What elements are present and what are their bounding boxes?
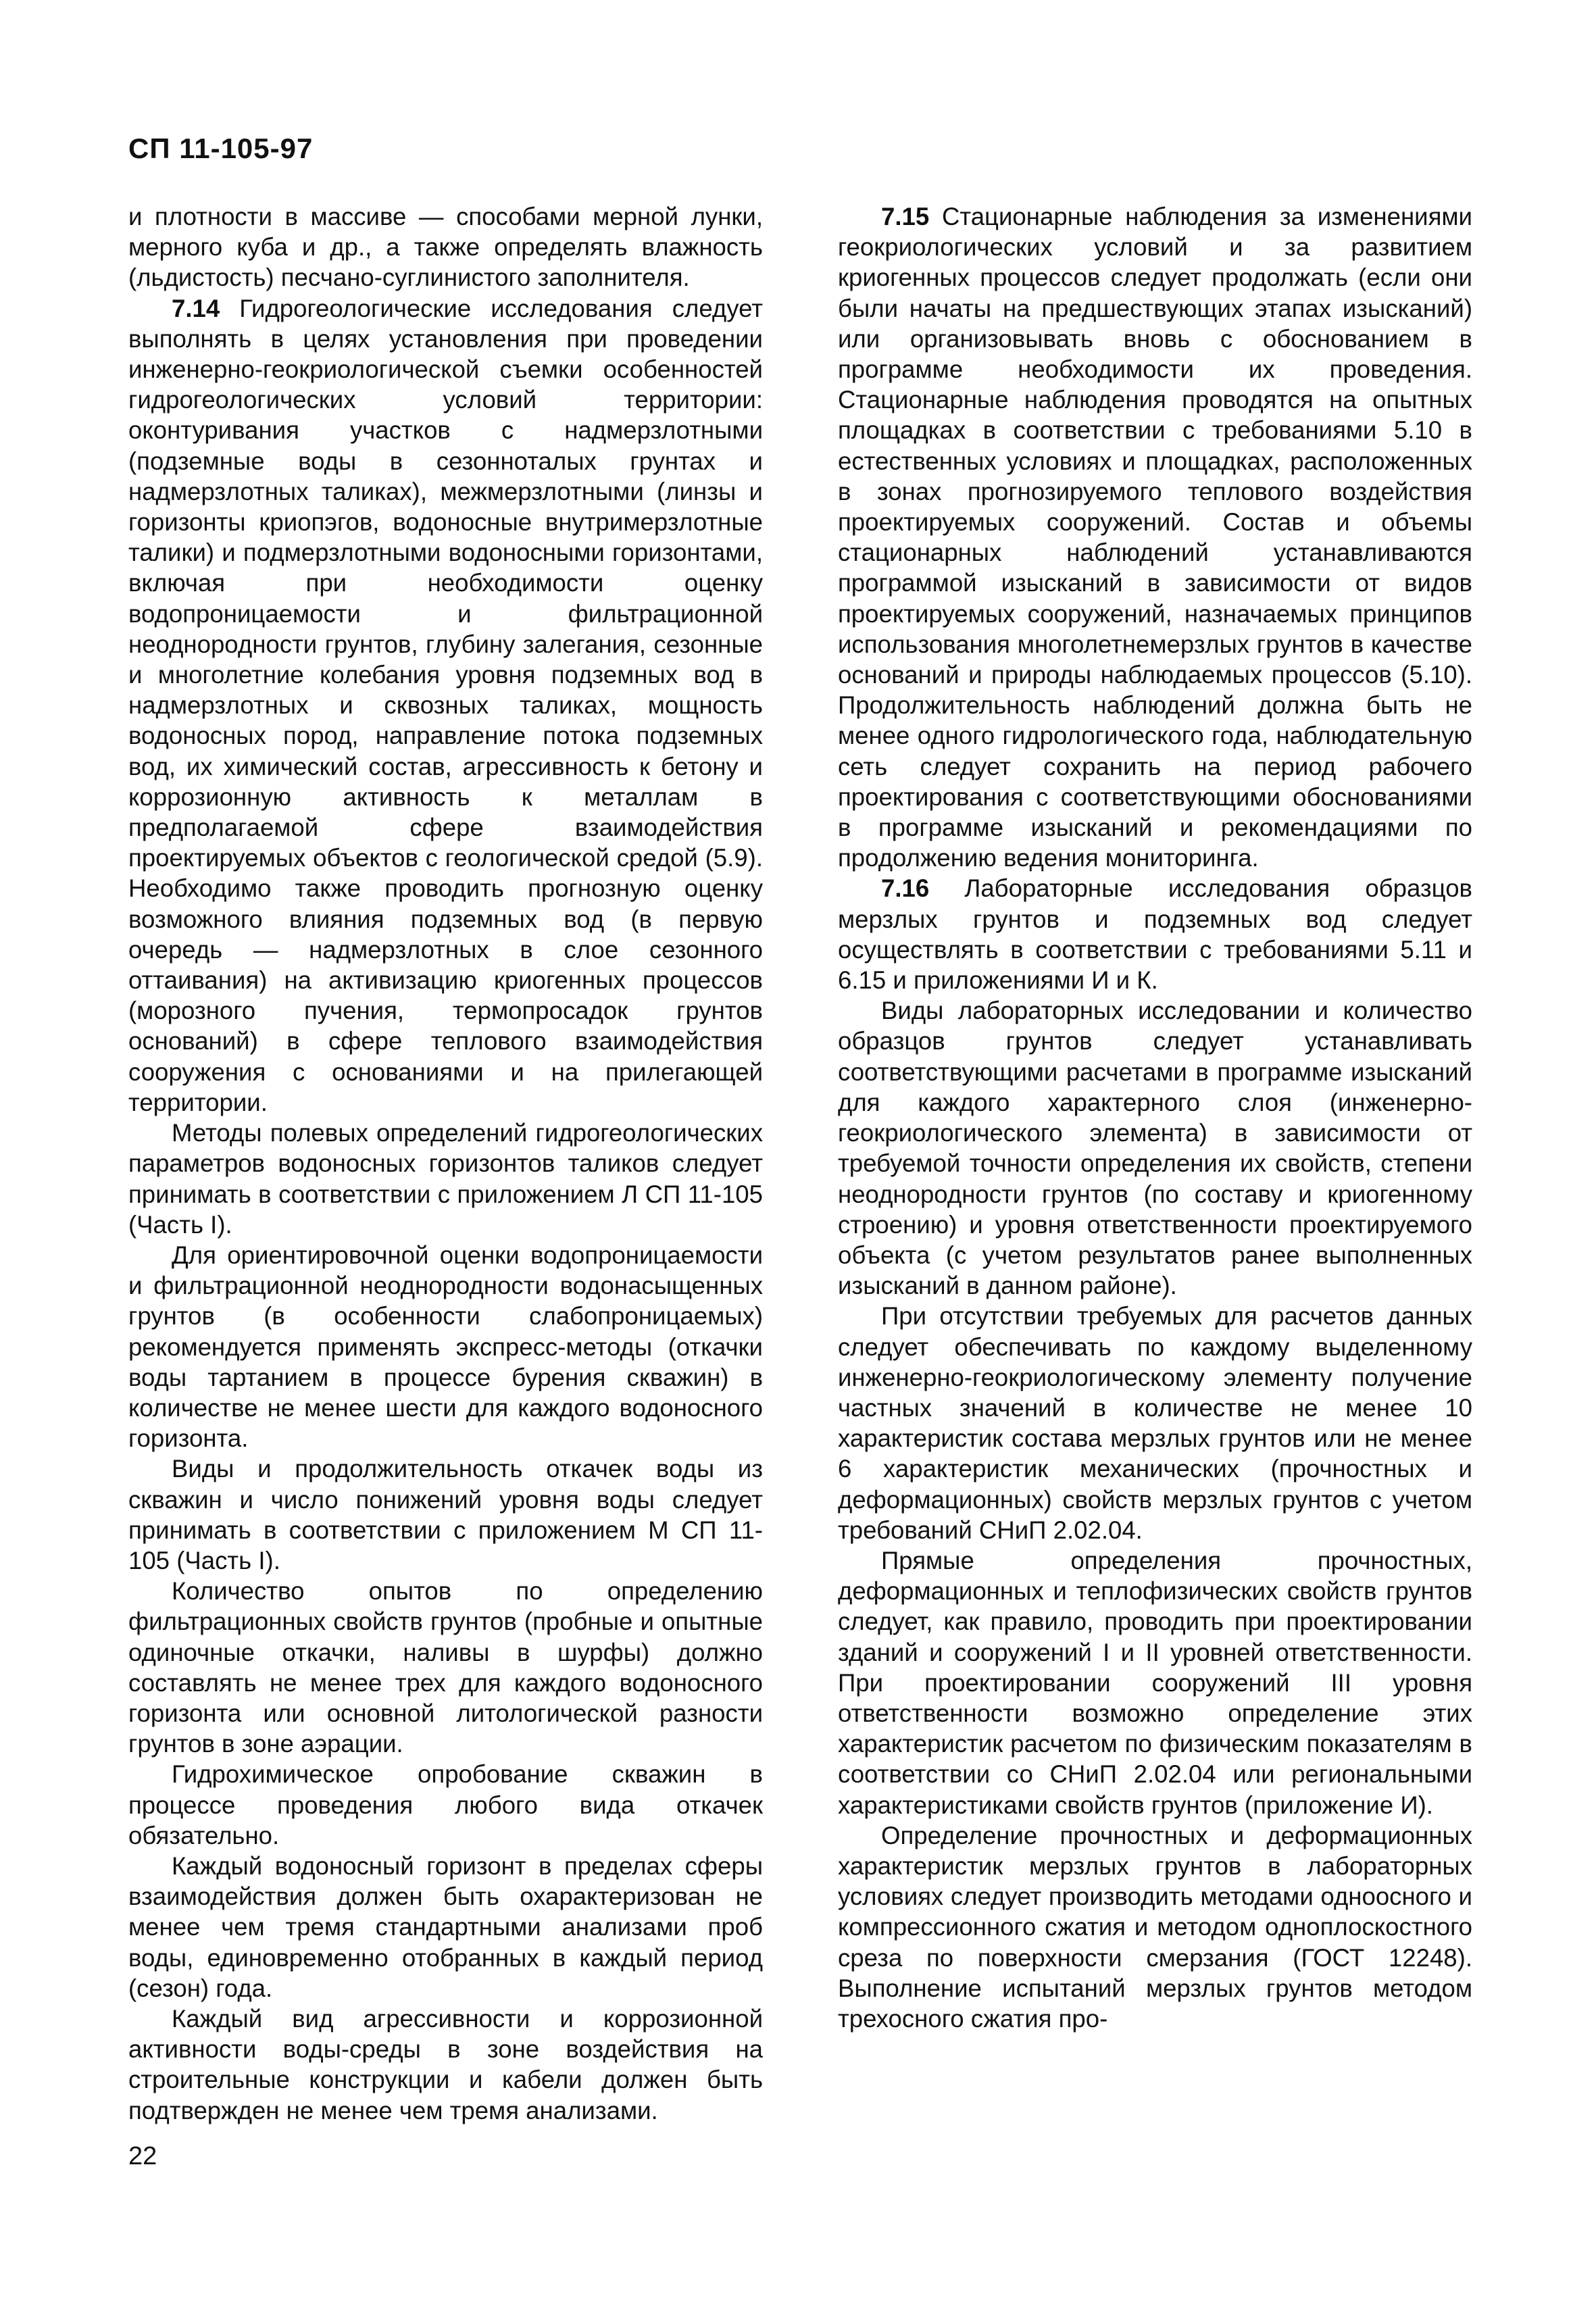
paragraph-text: Виды и продолжительность откачек воды из скважин и число понижений уровня воды следует принимать в соответствии с приложением М СП 11-105 (Часть I). bbox=[128, 1455, 763, 1574]
paragraph bbox=[128, 1576, 763, 1759]
clause-number: 7.16 bbox=[881, 874, 930, 903]
right-column bbox=[838, 201, 1472, 2034]
clause-7-15 bbox=[838, 201, 1472, 873]
paragraph bbox=[838, 995, 1472, 1301]
paragraph-text: Гидрогеологические исследования следует выполнять в целях установления при проведении инженерно-геокриологической съемки особенностей гидрогеологических условий территории: оконтуривания участков с надмерзлотными (подземные воды в сезонноталых грунтах и надмерзлотных таликах), межмерзлотными (линзы и горизонты криопэгов, водоносные внутримерзлотные талики) и подмерзлотными водоносными горизонтами, включая при необходимости оценку водопроницаемости и фильтрационной неоднородности грунтов, глубину залегания, сезонные и многолетние колебания уровня подземных вод в надмерзлотных и сквозных таликах, мощность водоносных пород, направление потока подземных вод, их химический состав, агрессивность к бетону и коррозионную активность к металлам в предполагаемой сфере взаимодействия проектируемых объектов с геологической средой (5.9). Необходимо также проводить прогнозную оценку возможного влияния подземных вод (в первую очередь — надмерзлотных в слое сезонного оттаивания) на активизацию криогенных процессов (морозного пучения, термопросадок грунтов оснований) в сфере теплового взаимодействия сооружения с основаниями и на прилегающей территории. bbox=[128, 294, 763, 1116]
paragraph-text: Гидрохимическое опробование скважин в процессе проведения любого вида откачек обязательно. bbox=[128, 1760, 763, 1849]
paragraph-text: При отсутствии требуемых для расчетов данных следует обеспечивать по каждому выделенному инженерно-геокриологическому элементу получение частных значений в количестве не менее 10 характеристик состава мерзлых грунтов или не менее 6 характеристик механических (прочностных и деформационных) свойств мерзлых грунтов с учетом требований СНиП 2.02.04. bbox=[838, 1302, 1472, 1544]
paragraph bbox=[128, 1118, 763, 1240]
paragraph-text: Определение прочностных и деформационных характеристик мерзлых грунтов в лабораторных условиях следует производить методами одноосного и компрессионного сжатия и методом одноплоскостного среза по поверхности смерзания (ГОСТ 12248). Выполнение испытаний мерзлых грунтов методом трехосного сжатия про- bbox=[838, 1821, 1472, 2033]
clause-7-14 bbox=[128, 293, 763, 1118]
clause-7-16 bbox=[838, 873, 1472, 995]
paragraph-text: Каждый водоносный горизонт в пределах сферы взаимодействия должен быть охарактеризован не менее чем тремя стандартными анализами проб воды, единовременно отобранных в каждый период (сезон) года. bbox=[128, 1851, 763, 2002]
paragraph bbox=[128, 1453, 763, 1576]
document-code: СП 11-105-97 bbox=[128, 132, 314, 164]
paragraph-text: и плотности в массиве — способами мерной лунки, мерного куба и др., а также определять влажность (льдистость) песчано-суглинистого заполнителя. bbox=[128, 203, 763, 292]
paragraph-text: Каждый вид агрессивности и коррозионной активности воды-среды в зоне воздействия на строительные конструкции и кабели должен быть подтвержден не менее чем тремя анализами. bbox=[128, 2004, 763, 2124]
paragraph bbox=[128, 1240, 763, 1453]
paragraph bbox=[838, 1301, 1472, 1545]
paragraph-text: Прямые определения прочностных, деформационных и теплофизических свойств грунтов следует, как правило, проводить при проектировании зданий и сооружений I и II уровней ответственности. При проектировании сооружений III уровня ответственности возможно определение этих характеристик расчетом по физическим показателям в соответствии со СНиП 2.02.04 или региональными характеристиками свойств грунтов (приложение И). bbox=[838, 1546, 1472, 1819]
paragraph-text: Стационарные наблюдения за изменениями геокриологических условий и за развитием криогенных процессов следует продолжать (если они были начаты на предшествующих этапах изысканий) или организовывать вновь с обоснованием в программе необходимости их проведения. Стационарные наблюдения проводятся на опытных площадках в соответствии с требованиями 5.10 в естественных условиях и площадках, расположенных в зонах прогнозируемого теплового воздействия проектируемых сооружений. Состав и объемы стационарных наблюдений устанавливаются программой изысканий в зависимости от видов проектируемых сооружений, назначаемых принципов использования многолетнемерзлых грунтов в качестве оснований и природы наблюдаемых процессов (5.10). Продолжительность наблюдений должна быть не менее одного гидрологического года, наблюдательную сеть следует сохранить на период рабочего проектирования с соответствующими обоснованиями в программе изысканий и рекомендациями по продолжению ведения мониторинга. bbox=[838, 203, 1472, 872]
clause-number: 7.14 bbox=[172, 294, 220, 322]
paragraph-text: Для ориентировочной оценки водопроницаемости и фильтрационной неоднородности водонасыщенных грунтов (в особенности слабопроницаемых) рекомендуется применять экспресс-методы (откачки воды тартанием в процессе бурения скважин) в количестве не менее шести для каждого водоносного горизонта. bbox=[128, 1241, 763, 1453]
page-number: 22 bbox=[128, 2142, 157, 2170]
paragraph-text: Виды лабораторных исследовании и количество образцов грунтов следует устанавливать соответствующими расчетами в программе изысканий для каждого характерного слоя (инженерно-геокриологического элемента) в зависимости от требуемой точности определения их свойств, степени неоднородности грунтов (по составу и криогенному строению) и уровня ответственности проектируемого объекта (с учетом результатов ранее выполненных изысканий в данном районе). bbox=[838, 997, 1472, 1300]
paragraph-text: Методы полевых определений гидрогеологических параметров водоносных горизонтов таликов следует принимать в соответствии с приложением Л СП 11-105 (Часть I). bbox=[128, 1119, 763, 1239]
paragraph bbox=[128, 1851, 763, 2003]
paragraph-text: Лабораторные исследования образцов мерзлых грунтов и подземных вод следует осуществлять в соответствии с требованиями 5.11 и 6.15 и приложениями И и К. bbox=[838, 874, 1472, 995]
paragraph-text: Количество опытов по определению фильтрационных свойств грунтов (пробные и опытные одиночные откачки, наливы в шурфы) должно составлять не менее трех для каждого водоносного горизонта или основной литологической разности грунтов в зоне аэрации. bbox=[128, 1577, 763, 1758]
clause-number: 7.15 bbox=[881, 203, 930, 230]
paragraph bbox=[128, 1759, 763, 1851]
paragraph bbox=[128, 201, 763, 293]
paragraph bbox=[838, 1545, 1472, 1820]
paragraph bbox=[128, 2003, 763, 2126]
paragraph bbox=[838, 1820, 1472, 2034]
left-column bbox=[128, 201, 763, 2126]
